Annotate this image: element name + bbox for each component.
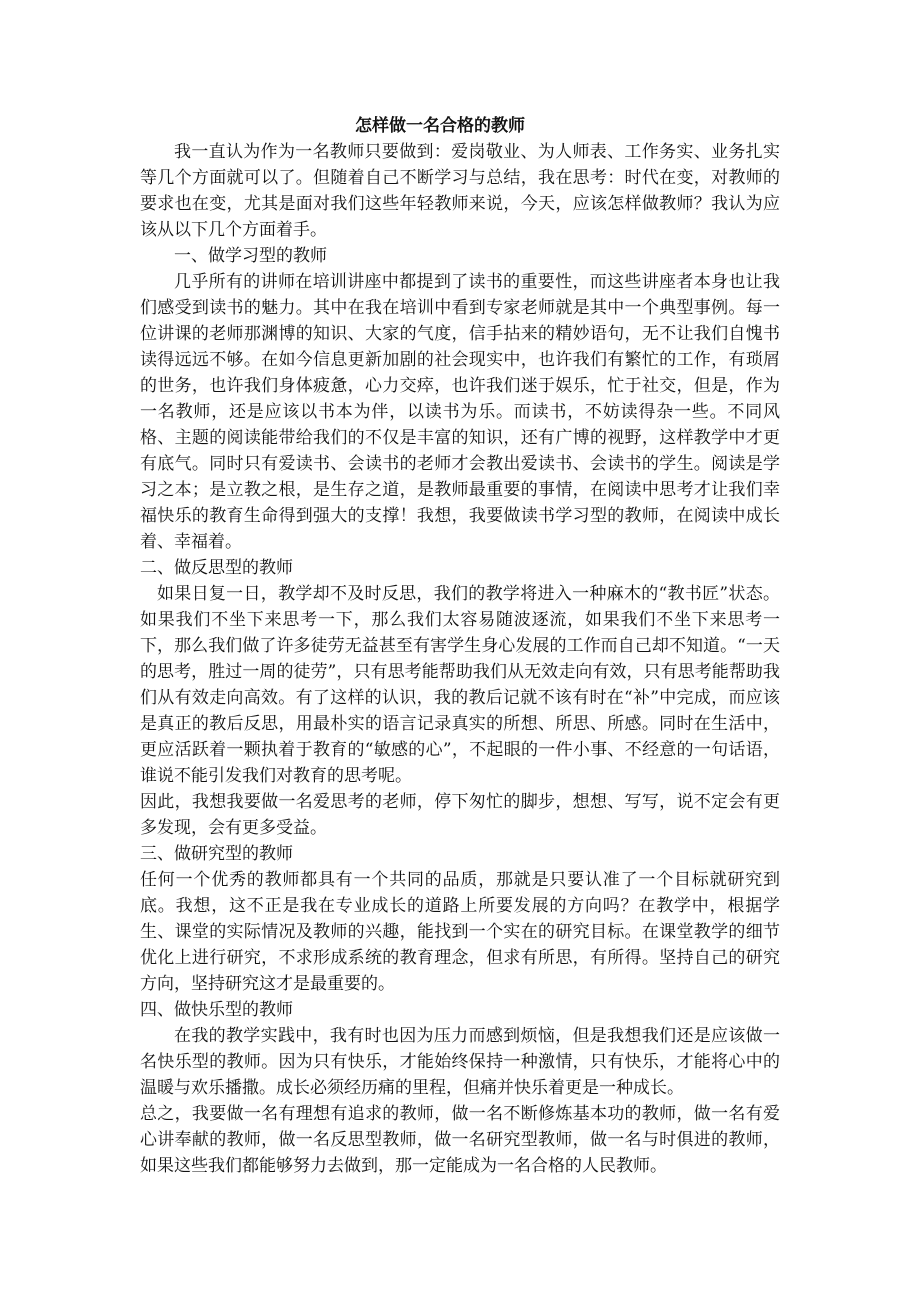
paragraph: 几乎所有的讲师在培训讲座中都提到了读书的重要性，而这些讲座者本身也让我们感受到读书的魅力。其中在我在培训中看到专家老师就是其中一个典型事例。每一位讲课的老师那渊博的知识、大家的气度，信手拈来的精妙语句，无不让我们自愧书读得远远不够。在如今信息更新加剧的社会现实中，也许我们有繁忙的工作，有琐屑的世务，也许我们身体疲惫，心力交瘁，也许我们迷于娱乐，忙于社交，但是，作为一名教师，还是应该以书本为伴，以读书为乐。而读书，不妨读得杂一些。不同风格、主题的阅读能带给我们的不仅是丰富的知识，还有广博的视野，这样教学中才更有底气。同时只有爱读书、会读书的老师才会教出爱读书、会读书的学生。阅读是学习之本；是立教之根，是生存之道，是教师最重要的事情，在阅读中思考才让我们幸福快乐的教育生命得到强大的支撑！我想，我要做读书学习型的教师，在阅读中成长着、幸福着。	[140, 272, 780, 552]
paragraph-list	[140, 139, 780, 1179]
paragraph: 因此，我想我要做一名爱思考的老师，停下匆忙的脚步，想想、写写，说不定会有更多发现，会有更多受益。	[140, 792, 780, 838]
document-body	[140, 113, 780, 1179]
page-title: 怎样做一名合格的教师	[355, 116, 525, 136]
section-heading: 一、做学习型的教师	[174, 246, 327, 266]
section-heading: 三、做研究型的教师	[140, 844, 293, 864]
paragraph: 我一直认为作为一名教师只要做到：爱岗敬业、为人师表、工作务实、业务扎实等几个方面就可以了。但随着自己不断学习与总结，我在思考：时代在变，对教师的要求也在变，尤其是面对我们这些年轻教师来说，今天，应该怎样做教师？我认为应该从以下几个方面着手。	[140, 142, 780, 240]
paragraph: 在我的教学实践中，我有时也因为压力而感到烦恼，但是我想我们还是应该做一名快乐型的教师。因为只有快乐，才能始终保持一种激情，只有快乐，才能将心中的温暖与欢乐播撒。成长必须经历痛的里程，但痛并快乐着更是一种成长。	[140, 1026, 780, 1098]
section-heading: 二、做反思型的教师	[140, 558, 293, 578]
paragraph: 任何一个优秀的教师都具有一个共同的品质，那就是只要认准了一个目标就研究到底。我想，这不正是我在专业成长的道路上所要发展的方向吗？在教学中，根据学生、课堂的实际情况及教师的兴趣，能找到一个实在的研究目标。在课堂教学的细节优化上进行研究，不求形成系统的教育理念，但求有所思，有所得。坚持自己的研究方向，坚持研究这才是最重要的。	[140, 870, 780, 994]
paragraph: 如果日复一日，教学却不及时反思，我们的教学将进入一种麻木的“教书匠”状态。如果我们不坐下来思考一下，那么我们太容易随波逐流，如果我们不坐下来思考一下，那么我们做了许多徒劳无益甚至有害学生身心发展的工作而自己却不知道。“一天的思考，胜过一周的徒劳”，只有思考能帮助我们从无效走向有效，只有思考能帮助我们从有效走向高效。有了这样的认识，我的教后记就不该有时在“补”中完成，而应该是真正的教后反思，用最朴实的语言记录真实的所想、所思、所感。同时在生活中，更应活跃着一颗执着于教育的“敏感的心”，不起眼的一件小事、不经意的一句话语，谁说不能引发我们对教育的思考呢。	[140, 584, 780, 786]
paragraph: 总之，我要做一名有理想有追求的教师，做一名不断修炼基本功的教师，做一名有爱心讲奉献的教师，做一名反思型教师，做一名研究型教师，做一名与时俱进的教师，如果这些我们都能够努力去做到，那一定能成为一名合格的人民教师。	[140, 1104, 780, 1176]
section-heading: 四、做快乐型的教师	[140, 1000, 293, 1020]
